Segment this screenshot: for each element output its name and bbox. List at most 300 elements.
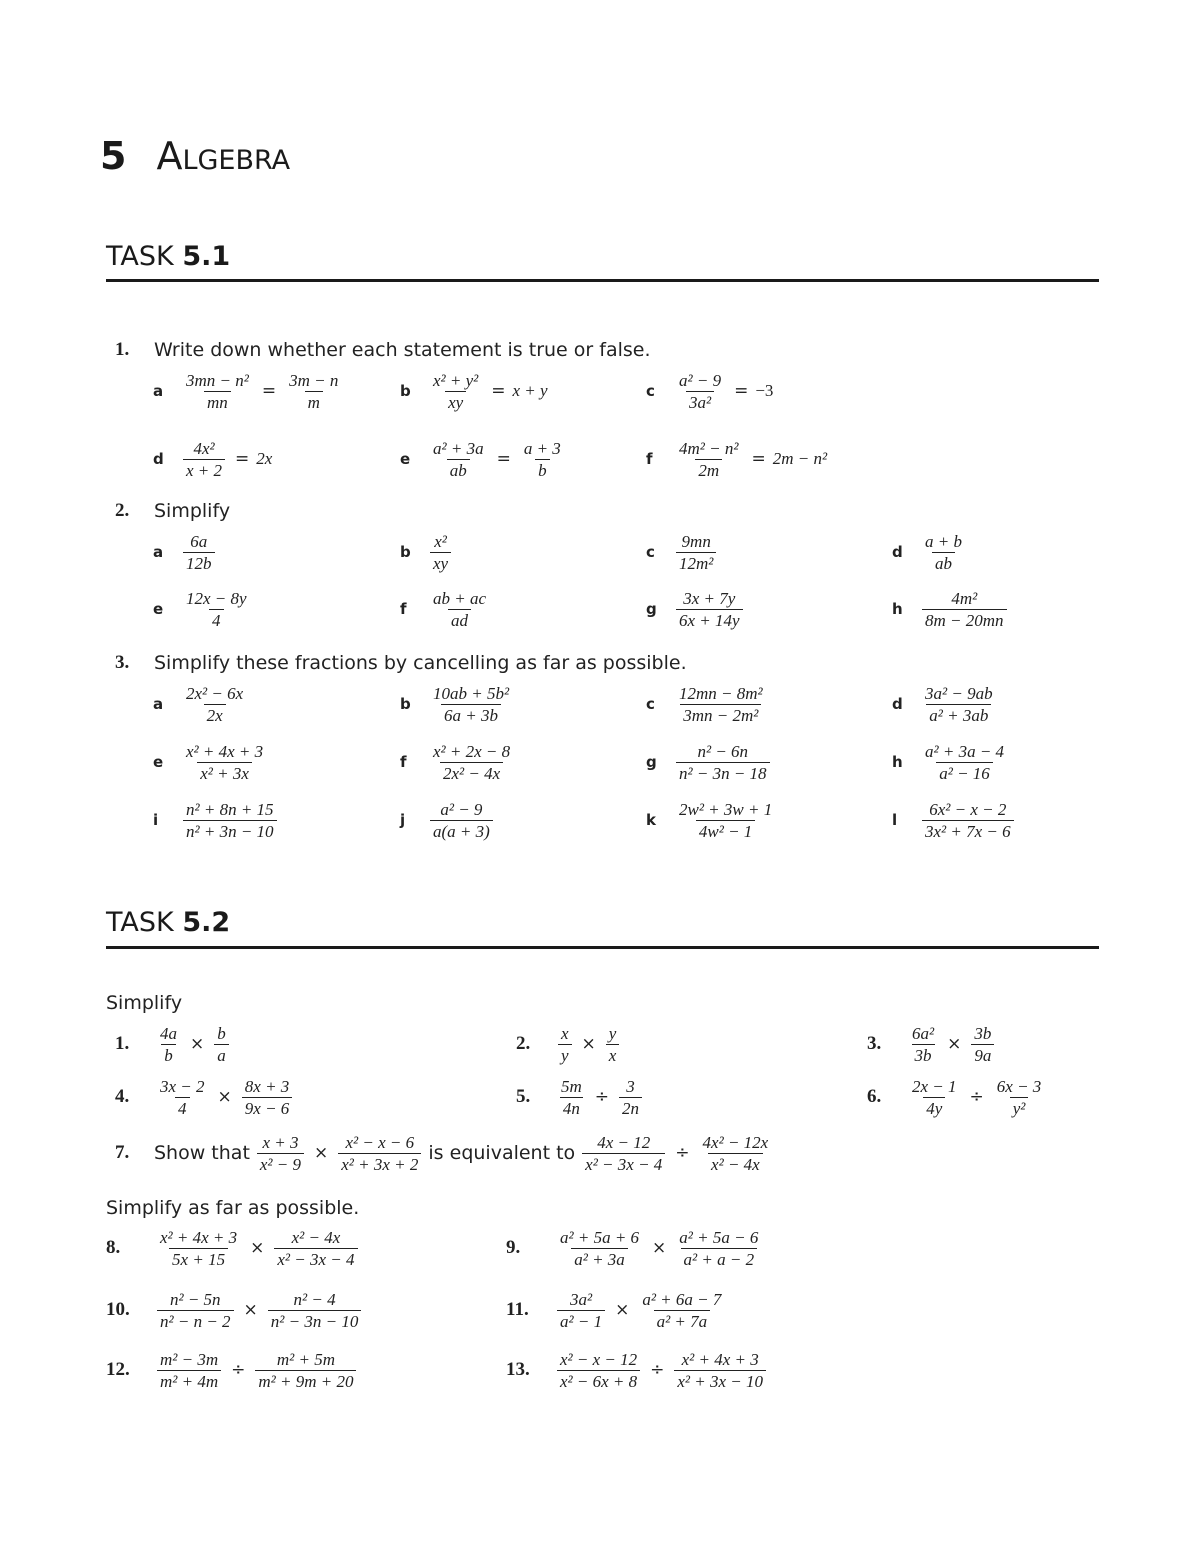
question-number: 1.: [115, 1033, 130, 1054]
fraction: [676, 742, 770, 783]
expression: [554, 1290, 727, 1331]
expression: [673, 589, 746, 630]
part-label: b: [400, 695, 411, 713]
expression: [180, 439, 272, 480]
denominator: x + 2: [183, 459, 225, 480]
exercise-item: [153, 527, 218, 577]
part-label: j: [400, 811, 406, 829]
denominator: 2m: [695, 459, 722, 480]
part-label: a: [153, 382, 164, 400]
exercise-item: [506, 1223, 764, 1273]
denominator: a(a + 3): [430, 820, 493, 841]
part-label: l: [892, 811, 898, 829]
numerator: 2x − 1: [912, 1076, 957, 1096]
part-label: d: [892, 543, 903, 561]
operator-sign: ×: [652, 1238, 667, 1258]
denominator: n² − n − 2: [157, 1310, 234, 1331]
denominator: a² + 7a: [654, 1310, 711, 1331]
denominator: 4w² − 1: [696, 820, 755, 841]
exercise-item: [516, 1072, 645, 1122]
expression: [180, 742, 269, 783]
denominator: x² − 3x − 4: [582, 1153, 665, 1174]
fraction: [521, 439, 564, 480]
q1-part-c: [646, 366, 773, 416]
fraction: [582, 1133, 665, 1174]
exercise-item: [892, 527, 968, 577]
expression: [154, 1290, 364, 1331]
exercise-item: [646, 584, 746, 634]
q1-part-e: [400, 434, 567, 484]
numerator: 2w² + 3w + 1: [679, 799, 773, 819]
fraction: [430, 742, 513, 783]
exercise-item: [400, 795, 496, 845]
numerator: 6a²: [912, 1023, 935, 1043]
expression: [154, 1133, 774, 1174]
equals-sign: =: [261, 381, 277, 401]
numerator: a² + 3a − 4: [925, 741, 1005, 761]
question-number: 2.: [115, 500, 130, 521]
numerator: 6a: [190, 531, 208, 551]
part-label: c: [646, 382, 655, 400]
fraction: [286, 371, 341, 412]
fraction: [157, 1024, 180, 1065]
numerator: a² − 9: [679, 370, 722, 390]
task-heading-5-2: [106, 903, 230, 943]
denominator: x² − 9: [257, 1153, 304, 1174]
numerator: 3x + 7y: [683, 588, 736, 608]
exercise-item: [400, 679, 515, 729]
fraction: [558, 1077, 585, 1118]
fraction: [430, 589, 489, 630]
expression: [554, 1350, 769, 1391]
numerator: 4x²: [193, 438, 215, 458]
denominator: 12b: [183, 552, 215, 573]
numerator: b: [217, 1023, 226, 1043]
right-hand-side: 2m − n²: [772, 449, 828, 468]
denominator: 6x + 14y: [676, 609, 743, 630]
numerator: 6x² − x − 2: [929, 799, 1007, 819]
expression: [555, 1077, 645, 1118]
section-instruction: Simplify: [106, 992, 183, 1014]
expression: [906, 1077, 1047, 1118]
numerator: n² − 4: [293, 1289, 336, 1309]
part-label: h: [892, 600, 903, 618]
fraction: [606, 1024, 620, 1065]
denominator: n² + 3n − 10: [183, 820, 277, 841]
expression: [180, 532, 218, 573]
question-number: 8.: [106, 1237, 121, 1258]
part-label: b: [400, 382, 411, 400]
fraction: [676, 439, 741, 480]
expression: [555, 1024, 622, 1065]
numerator: x² + 4x + 3: [681, 1349, 759, 1369]
part-label: e: [400, 450, 411, 468]
exercise-item: [153, 737, 269, 787]
fraction: [255, 1350, 356, 1391]
denominator: 3x² + 7x − 6: [922, 820, 1014, 841]
part-label: i: [153, 811, 159, 829]
denominator: 3mn − 2m²: [680, 704, 761, 725]
equals-sign: =: [496, 449, 511, 469]
operator-sign: ×: [243, 1300, 258, 1320]
expression: [180, 589, 253, 630]
numerator: x² + y²: [433, 370, 479, 390]
denominator: a: [214, 1044, 229, 1065]
numerator: 3mn − n²: [186, 370, 249, 390]
denominator: 8m − 20mn: [922, 609, 1007, 630]
fraction: [557, 1350, 640, 1391]
exercise-item: [106, 1223, 361, 1273]
question-number: 2.: [516, 1033, 531, 1054]
denominator: x² − 6x + 8: [557, 1370, 640, 1391]
expression: [427, 742, 516, 783]
chapter-title: Algebra: [156, 134, 291, 178]
denominator: ab: [447, 459, 470, 480]
question-number: 12.: [106, 1359, 130, 1380]
expression: [427, 532, 454, 573]
q1-part-b: [400, 366, 548, 416]
denominator: 3a²: [686, 391, 714, 412]
numerator: x² − x − 6: [345, 1132, 415, 1152]
denominator: a² + a − 2: [681, 1248, 758, 1269]
exercise-item: [400, 737, 516, 787]
right-hand-side: 2x: [256, 449, 273, 468]
equals-sign: =: [734, 381, 749, 401]
expression: [919, 532, 968, 573]
expression: [154, 1350, 359, 1391]
exercise-item: [506, 1285, 727, 1335]
numerator: x² + 4x + 3: [186, 741, 264, 761]
part-label: b: [400, 543, 411, 561]
fraction: [922, 532, 965, 573]
exercise-item: [646, 527, 719, 577]
exercise-item: [892, 737, 1010, 787]
question-number: 9.: [506, 1237, 521, 1258]
expression: [180, 371, 344, 412]
denominator: n² − 3n − 10: [268, 1310, 362, 1331]
fraction: [922, 800, 1014, 841]
exercise-item: [892, 679, 999, 729]
exercise-item: [106, 1345, 359, 1395]
part-label: k: [646, 811, 656, 829]
denominator: y: [558, 1044, 572, 1065]
expression: [673, 371, 773, 412]
denominator: xy: [445, 391, 466, 412]
fraction: [430, 800, 493, 841]
fraction: [268, 1290, 362, 1331]
fraction: [639, 1290, 724, 1331]
fraction: [922, 589, 1007, 630]
denominator: x² + 3x − 10: [674, 1370, 766, 1391]
fraction: [430, 684, 512, 725]
numerator: 4a: [160, 1023, 177, 1043]
fraction: [257, 1133, 304, 1174]
numerator: n² − 6n: [697, 741, 749, 761]
fraction: [674, 1350, 766, 1391]
expression: [180, 684, 249, 725]
numerator: 5m: [561, 1076, 582, 1096]
numerator: 12mn − 8m²: [679, 683, 763, 703]
denominator: xy: [430, 552, 451, 573]
times-sign: ×: [314, 1143, 329, 1163]
fraction: [430, 439, 487, 480]
denominator: 6a + 3b: [441, 704, 501, 725]
fraction: [700, 1133, 772, 1174]
numerator: n² + 8n + 15: [186, 799, 274, 819]
chapter-heading: [100, 128, 290, 184]
fraction: [183, 800, 277, 841]
expression: [919, 589, 1010, 630]
numerator: m² + 5m: [276, 1349, 335, 1369]
fraction: [214, 1024, 229, 1065]
question-number: 11.: [506, 1299, 529, 1320]
part-label: c: [646, 695, 655, 713]
fraction: [676, 589, 743, 630]
fraction: [338, 1133, 421, 1174]
fraction: [430, 532, 451, 573]
exercise-item: [892, 795, 1017, 845]
numerator: x² + 4x + 3: [160, 1227, 238, 1247]
numerator: 3x − 2: [160, 1076, 205, 1096]
equals-sign: =: [491, 381, 506, 401]
fraction: [971, 1024, 994, 1065]
numerator: 6x − 3: [996, 1076, 1042, 1096]
fraction: [557, 1228, 642, 1269]
numerator: a² + 6a − 7: [642, 1289, 722, 1309]
section-rule: [106, 279, 1099, 282]
numerator: a² + 5a + 6: [560, 1227, 640, 1247]
exercise-item: [867, 1072, 1047, 1122]
fraction: [676, 1228, 761, 1269]
fraction: [676, 684, 766, 725]
numerator: 4x − 12: [597, 1132, 651, 1152]
fraction: [922, 742, 1007, 783]
question-number: 7.: [115, 1142, 130, 1163]
part-label: h: [892, 753, 903, 771]
exercise-item: [646, 795, 778, 845]
numerator: x²: [434, 531, 447, 551]
denominator: x² − 4x: [708, 1153, 763, 1174]
question-number: 4.: [115, 1086, 130, 1107]
part-label: g: [646, 600, 657, 618]
exercise-item: [400, 527, 454, 577]
fraction: [157, 1350, 221, 1391]
numerator: m² − 3m: [160, 1349, 219, 1369]
denominator: 9a: [971, 1044, 994, 1065]
part-label: g: [646, 753, 657, 771]
q1-part-f: [646, 434, 827, 484]
part-label: a: [153, 695, 164, 713]
denominator: 5x + 15: [169, 1248, 228, 1269]
question-number: 3.: [867, 1033, 882, 1054]
exercise-item: [153, 584, 253, 634]
denominator: 4: [209, 609, 224, 630]
question-instruction: Write down whether each statement is true or false.: [154, 339, 651, 361]
exercise-item: [153, 795, 280, 845]
exercise-item: [106, 1285, 364, 1335]
task-number: 5.2: [182, 907, 231, 938]
numerator: a² + 5a − 6: [679, 1227, 759, 1247]
part-label: e: [153, 600, 164, 618]
expression: [154, 1077, 295, 1118]
expression: [427, 684, 515, 725]
denominator: x² + 3x + 2: [338, 1153, 421, 1174]
denominator: 9x − 6: [242, 1097, 293, 1118]
statement-text: is equivalent to: [428, 1142, 576, 1164]
expression: [919, 684, 999, 725]
fraction: [558, 1024, 572, 1065]
fraction: [157, 1077, 208, 1118]
exercise-item: [506, 1345, 769, 1395]
denominator: a² + 3a: [571, 1248, 628, 1269]
fraction: [183, 684, 246, 725]
operator-sign: ÷: [231, 1360, 246, 1380]
expression: [427, 371, 548, 412]
numerator: x: [561, 1023, 569, 1043]
right-hand-side: x + y: [512, 381, 548, 400]
numerator: 3a² − 9ab: [925, 683, 993, 703]
operator-sign: ÷: [650, 1360, 665, 1380]
expression: [154, 1228, 361, 1269]
denominator: a² − 16: [936, 762, 993, 783]
denominator: 4n: [560, 1097, 583, 1118]
numerator: 3b: [974, 1023, 992, 1043]
operator-sign: ×: [190, 1034, 205, 1054]
numerator: a + 3: [523, 438, 561, 458]
expression: [427, 589, 492, 630]
numerator: 3: [626, 1076, 635, 1096]
expression: [919, 800, 1017, 841]
denominator: 2x² − 4x: [440, 762, 503, 783]
fraction: [183, 371, 252, 412]
statement-text: Show that: [154, 1142, 250, 1164]
fraction: [157, 1228, 240, 1269]
numerator: x² + 2x − 8: [433, 741, 511, 761]
question-instruction: Simplify these fractions by cancelling as far as possible.: [154, 652, 687, 674]
denominator: 2x: [204, 704, 226, 725]
numerator: a² + 3a: [433, 438, 484, 458]
operator-sign: ×: [581, 1034, 596, 1054]
exercise-item: [115, 1019, 232, 1069]
fraction: [274, 1228, 357, 1269]
numerator: 8x + 3: [244, 1076, 290, 1096]
question-7: [115, 1128, 774, 1178]
right-hand-side: −3: [755, 381, 774, 400]
expression: [906, 1024, 997, 1065]
chapter-number: 5: [100, 134, 127, 178]
question-number: 5.: [516, 1086, 531, 1107]
fraction: [676, 800, 775, 841]
q1-part-a: [153, 366, 344, 416]
part-label: d: [153, 450, 164, 468]
expression: [673, 532, 719, 573]
question-instruction: Simplify: [154, 500, 231, 522]
equals-sign: =: [235, 449, 250, 469]
exercise-item: [646, 737, 773, 787]
fraction: [909, 1077, 960, 1118]
operator-sign: ×: [250, 1238, 265, 1258]
task-word: TASK: [106, 241, 174, 272]
question-number: 1.: [115, 339, 130, 360]
part-label: c: [646, 543, 655, 561]
operator-sign: ×: [615, 1300, 630, 1320]
denominator: m² + 9m + 20: [255, 1370, 356, 1391]
denominator: b: [161, 1044, 176, 1065]
numerator: 4m²: [951, 588, 978, 608]
denominator: x² + 3x: [197, 762, 252, 783]
denominator: x: [606, 1044, 620, 1065]
fraction: [157, 1290, 234, 1331]
question-number: 6.: [867, 1086, 882, 1107]
fraction: [619, 1077, 642, 1118]
expression: [673, 684, 769, 725]
denominator: y²: [1010, 1097, 1029, 1118]
numerator: 4x² − 12x: [702, 1132, 769, 1152]
question-number: 10.: [106, 1299, 130, 1320]
exercise-item: [516, 1019, 622, 1069]
operator-sign: ×: [217, 1087, 232, 1107]
numerator: a + b: [925, 531, 962, 551]
numerator: 4m² − n²: [679, 438, 739, 458]
fraction: [183, 532, 215, 573]
exercise-item: [115, 1072, 295, 1122]
denominator: 4: [175, 1097, 190, 1118]
numerator: 3a²: [569, 1289, 593, 1309]
denominator: 12m²: [676, 552, 716, 573]
fraction: [557, 1290, 605, 1331]
numerator: x² − x − 12: [560, 1349, 638, 1369]
denominator: ad: [448, 609, 471, 630]
part-label: f: [400, 753, 407, 771]
fraction: [242, 1077, 293, 1118]
numerator: a² − 9: [440, 799, 483, 819]
section-rule: [106, 946, 1099, 949]
fraction: [922, 684, 996, 725]
fraction: [994, 1077, 1045, 1118]
equals-sign: =: [751, 449, 766, 469]
section-instruction: Simplify as far as possible.: [106, 1197, 360, 1219]
numerator: 10ab + 5b²: [433, 683, 510, 703]
exercise-item: [892, 584, 1010, 634]
fraction: [909, 1024, 937, 1065]
denominator: 3b: [912, 1044, 935, 1065]
part-label: f: [400, 600, 407, 618]
task-heading-5-1: [106, 237, 230, 277]
fraction: [676, 532, 716, 573]
denominator: m² + 4m: [157, 1370, 221, 1391]
exercise-item: [867, 1019, 997, 1069]
fraction: [183, 439, 225, 480]
denominator: n² − 3n − 18: [676, 762, 770, 783]
numerator: 3m − n: [289, 370, 339, 390]
expression: [673, 742, 773, 783]
q1-part-d: [153, 434, 272, 484]
task-number: 5.1: [182, 241, 231, 272]
fraction: [430, 371, 481, 412]
expression: [427, 439, 567, 480]
denominator: a² − 1: [557, 1310, 605, 1331]
part-label: d: [892, 695, 903, 713]
numerator: y: [608, 1023, 617, 1043]
question-number: 3.: [115, 652, 130, 673]
numerator: 12x − 8y: [186, 588, 247, 608]
expression: [673, 800, 778, 841]
expression: [673, 439, 827, 480]
divide-sign: ÷: [675, 1143, 690, 1163]
denominator: b: [535, 459, 550, 480]
expression: [180, 800, 280, 841]
expression: [154, 1024, 232, 1065]
